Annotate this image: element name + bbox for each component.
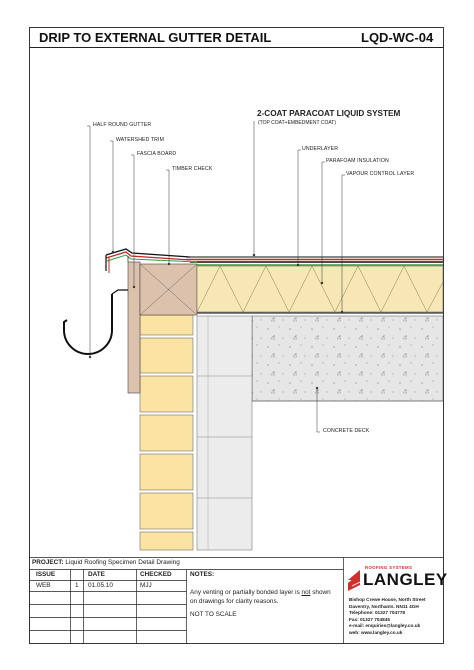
note-line-1-end: shown [310, 589, 331, 596]
half-round-gutter-label: HALF ROUND GUTTER [93, 122, 152, 128]
note-line-1-start: Any venting or partially bonded layer is [190, 589, 302, 596]
company-name: LANGLEY [363, 570, 448, 589]
checked-value: MJJ [140, 582, 152, 589]
note-line-2: on drawings for clarity reasons. [190, 598, 279, 605]
checked-header: CHECKED [140, 571, 172, 578]
membrane-layers [186, 257, 443, 265]
parafoam-insulation-board [197, 266, 443, 312]
project-value: Liquid Roofing Specimen Detail Drawing [65, 559, 180, 566]
langley-logo-icon [348, 570, 360, 591]
company-email: e-mail: enquiries@langley.co.uk [349, 623, 421, 629]
system-subtitle-label: (TOP COAT+EMBEDMENT COAT) [258, 120, 337, 126]
company-tagline: ROOFING SYSTEMS [365, 565, 413, 570]
note-line-3: NOT TO SCALE [190, 611, 237, 618]
company-fax: Fax: 01327 704845 [349, 616, 390, 622]
drawing-title: DRIP TO EXTERNAL GUTTER DETAIL [39, 30, 272, 45]
company-address-2: Daventry, Northants. NN11 4GH [349, 603, 419, 609]
gutter-bracket [112, 290, 128, 294]
brick-wall [140, 315, 193, 550]
drawing-number: LQD-WC-04 [361, 30, 434, 45]
system-title-label: 2-COAT PARACOAT LIQUID SYSTEM [257, 109, 401, 118]
note-line-1 [190, 590, 331, 596]
project-row [32, 560, 180, 566]
company-phone: Telephone: 01327 704778 [349, 610, 405, 616]
note-line-1-emphasis: not [301, 589, 311, 596]
parafoam-insulation-label: PARAFOAM INSULATION [326, 158, 389, 164]
timber-check-label: TIMBER CHECK [172, 166, 213, 172]
timber-joist [140, 264, 197, 315]
vapour-control-layer-label: VAPOUR CONTROL LAYER [346, 171, 415, 177]
concrete-deck-label: CONCRETE DECK [323, 428, 370, 434]
fascia-board-label: FASCIA BOARD [137, 151, 177, 157]
underlayer-label: UNDERLAYER [302, 146, 339, 152]
date-header: DATE [88, 571, 105, 578]
notes-label: NOTES: [190, 571, 215, 578]
project-label: PROJECT: [32, 559, 64, 566]
concrete-deck [252, 316, 443, 401]
issue-header: ISSUE [36, 571, 56, 578]
company-address-1: Bishop Crewe House, North Street [349, 597, 426, 602]
watershed-trim-label: WATERSHED TRIM [116, 137, 164, 143]
block-wall [197, 316, 252, 550]
date-value: 01.05.10 [88, 582, 113, 589]
company-web: web: www.langley.co.uk [349, 630, 403, 635]
half-round-gutter [64, 294, 112, 354]
revision-value: 1 [75, 582, 79, 589]
issue-value: WEB [36, 582, 51, 589]
